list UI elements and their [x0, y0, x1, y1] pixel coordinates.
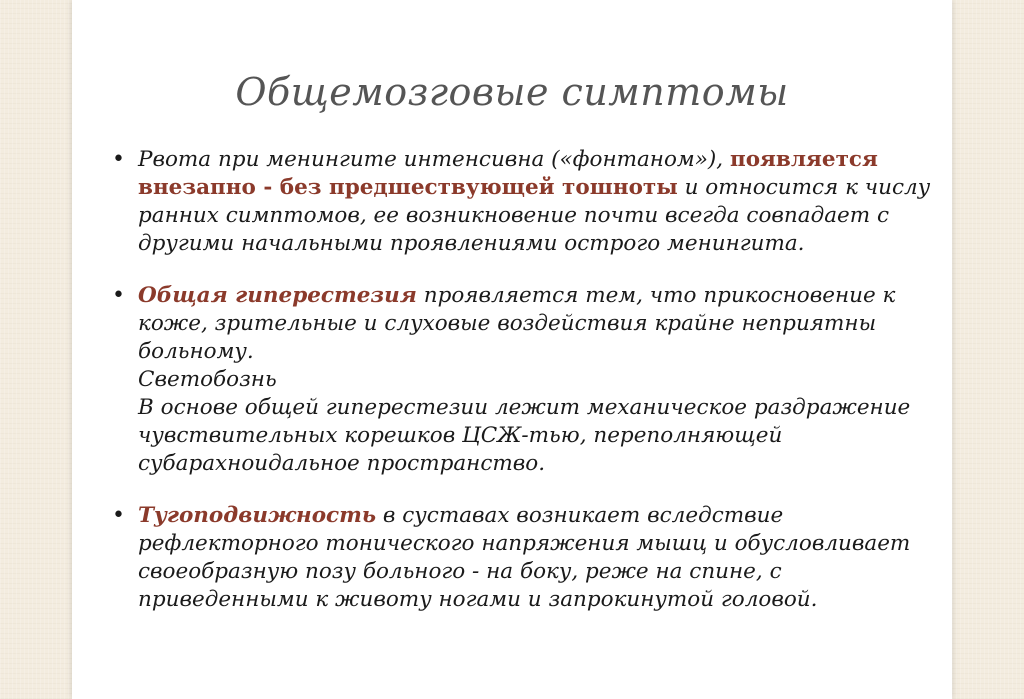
- bullet-text: и относится к числу ранних симптомов, ее возникновение почти всегда совпадает с другими начальными проявлениями острого менингита.: [138, 175, 931, 256]
- bullet-text: проявляется тем, что прикосновение к коже, зрительные и слуховые воздействия крайне неприятны больному.: [138, 283, 896, 364]
- bullet-hyperesthesia: [112, 282, 942, 478]
- highlight-no-nausea: без предшествующей тошноты: [279, 175, 678, 200]
- bullet-text: в суставах возникает вследствие рефлекторного тонического напряжения мышц и обусловливает своеобразную позу больного - на боку, реже на спине, с приведенными к животу ногами и запрокинутой головой.: [138, 503, 911, 612]
- bullet-list: [112, 146, 942, 614]
- bullet-line-mechanism: В основе общей гиперестезии лежит механическое раздражение чувствительных корешков ЦСЖ-тью, переполняющей субарахноидальное пространство.: [138, 395, 911, 476]
- highlight-stiffness: Тугоподвижность: [138, 503, 377, 528]
- highlight-sudden-onset: появляется внезапно: [138, 147, 878, 200]
- bullet-dash: -: [255, 175, 280, 200]
- bullet-line-photophobia: Светобознь: [138, 367, 277, 392]
- slide-title: Общемозговые симптомы: [235, 70, 789, 114]
- bullet-vomiting: [112, 146, 942, 258]
- slide: [72, 0, 952, 699]
- bullet-stiffness: [112, 502, 942, 614]
- highlight-hyperesthesia: Общая гиперестезия: [138, 283, 417, 308]
- bullet-text: Рвота при менингите интенсивна («фонтаном»),: [138, 147, 730, 172]
